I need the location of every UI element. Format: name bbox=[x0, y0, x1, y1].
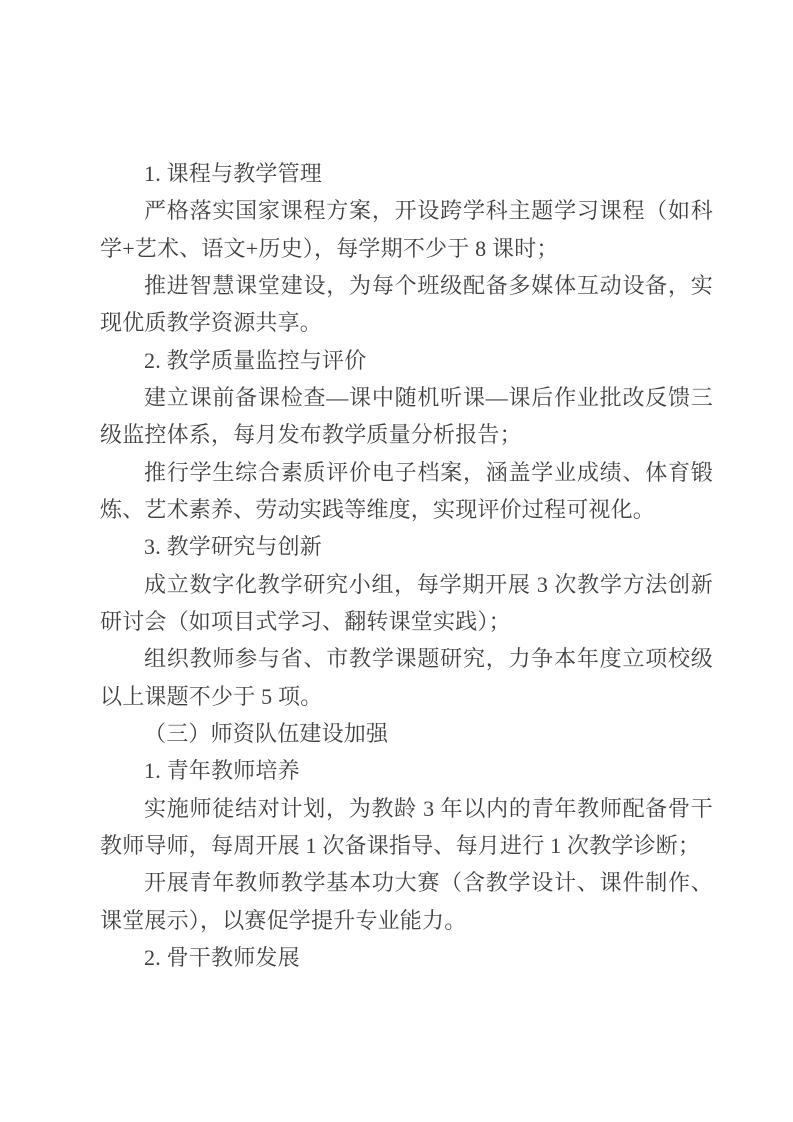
text-line: 级监控体系，每月发布教学质量分析报告； bbox=[100, 422, 522, 448]
text-line: 2. 教学质量监控与评价 bbox=[144, 347, 367, 373]
text-line: 课堂展示），以赛促学提升专业能力。 bbox=[100, 907, 467, 933]
text-line: 2. 骨干教师发展 bbox=[144, 944, 300, 970]
text-line: 严格落实国家课程方案，开设跨学科主题学习课程（如科 bbox=[144, 198, 713, 224]
text-line: 建立课前备课检查—课中随机听课—课后作业批改反馈三 bbox=[144, 384, 713, 410]
text-line: 3. 教学研究与创新 bbox=[144, 534, 323, 560]
text-line: 炼、艺术素养、劳动实践等维度，实现评价过程可视化。 bbox=[100, 496, 656, 522]
text-line: 现优质教学资源共享。 bbox=[100, 310, 323, 336]
text-line: 实施师徒结对计划，为教龄 3 年以内的青年教师配备骨干 bbox=[144, 795, 713, 821]
text-line: 成立数字化教学研究小组，每学期开展 3 次教学方法创新 bbox=[144, 571, 713, 597]
text-line: 研讨会（如项目式学习、翻转课堂实践）； bbox=[100, 608, 511, 634]
text-line: 开展青年教师教学基本功大赛（含教学设计、课件制作、 bbox=[144, 870, 713, 896]
text-line: 学+艺术、语文+历史），每学期不少于 8 课时； bbox=[100, 235, 559, 261]
text-line: （三）师资队伍建设加强 bbox=[144, 720, 389, 746]
text-line: 1. 课程与教学管理 bbox=[144, 161, 323, 186]
text-line: 组织教师参与省、市教学课题研究，力争本年度立项校级 bbox=[144, 646, 713, 672]
text-line: 教师导师，每周开展 1 次备课指导、每月进行 1 次教学诊断； bbox=[100, 832, 701, 858]
text-line: 1. 青年教师培养 bbox=[144, 758, 300, 784]
document-text-block bbox=[100, 155, 713, 976]
text-line: 推行学生综合素质评价电子档案，涵盖学业成绩、体育锻 bbox=[144, 459, 713, 485]
text-line: 推进智慧课堂建设，为每个班级配备多媒体互动设备，实 bbox=[144, 272, 713, 298]
text-line: 以上课题不少于 5 项。 bbox=[100, 683, 323, 709]
